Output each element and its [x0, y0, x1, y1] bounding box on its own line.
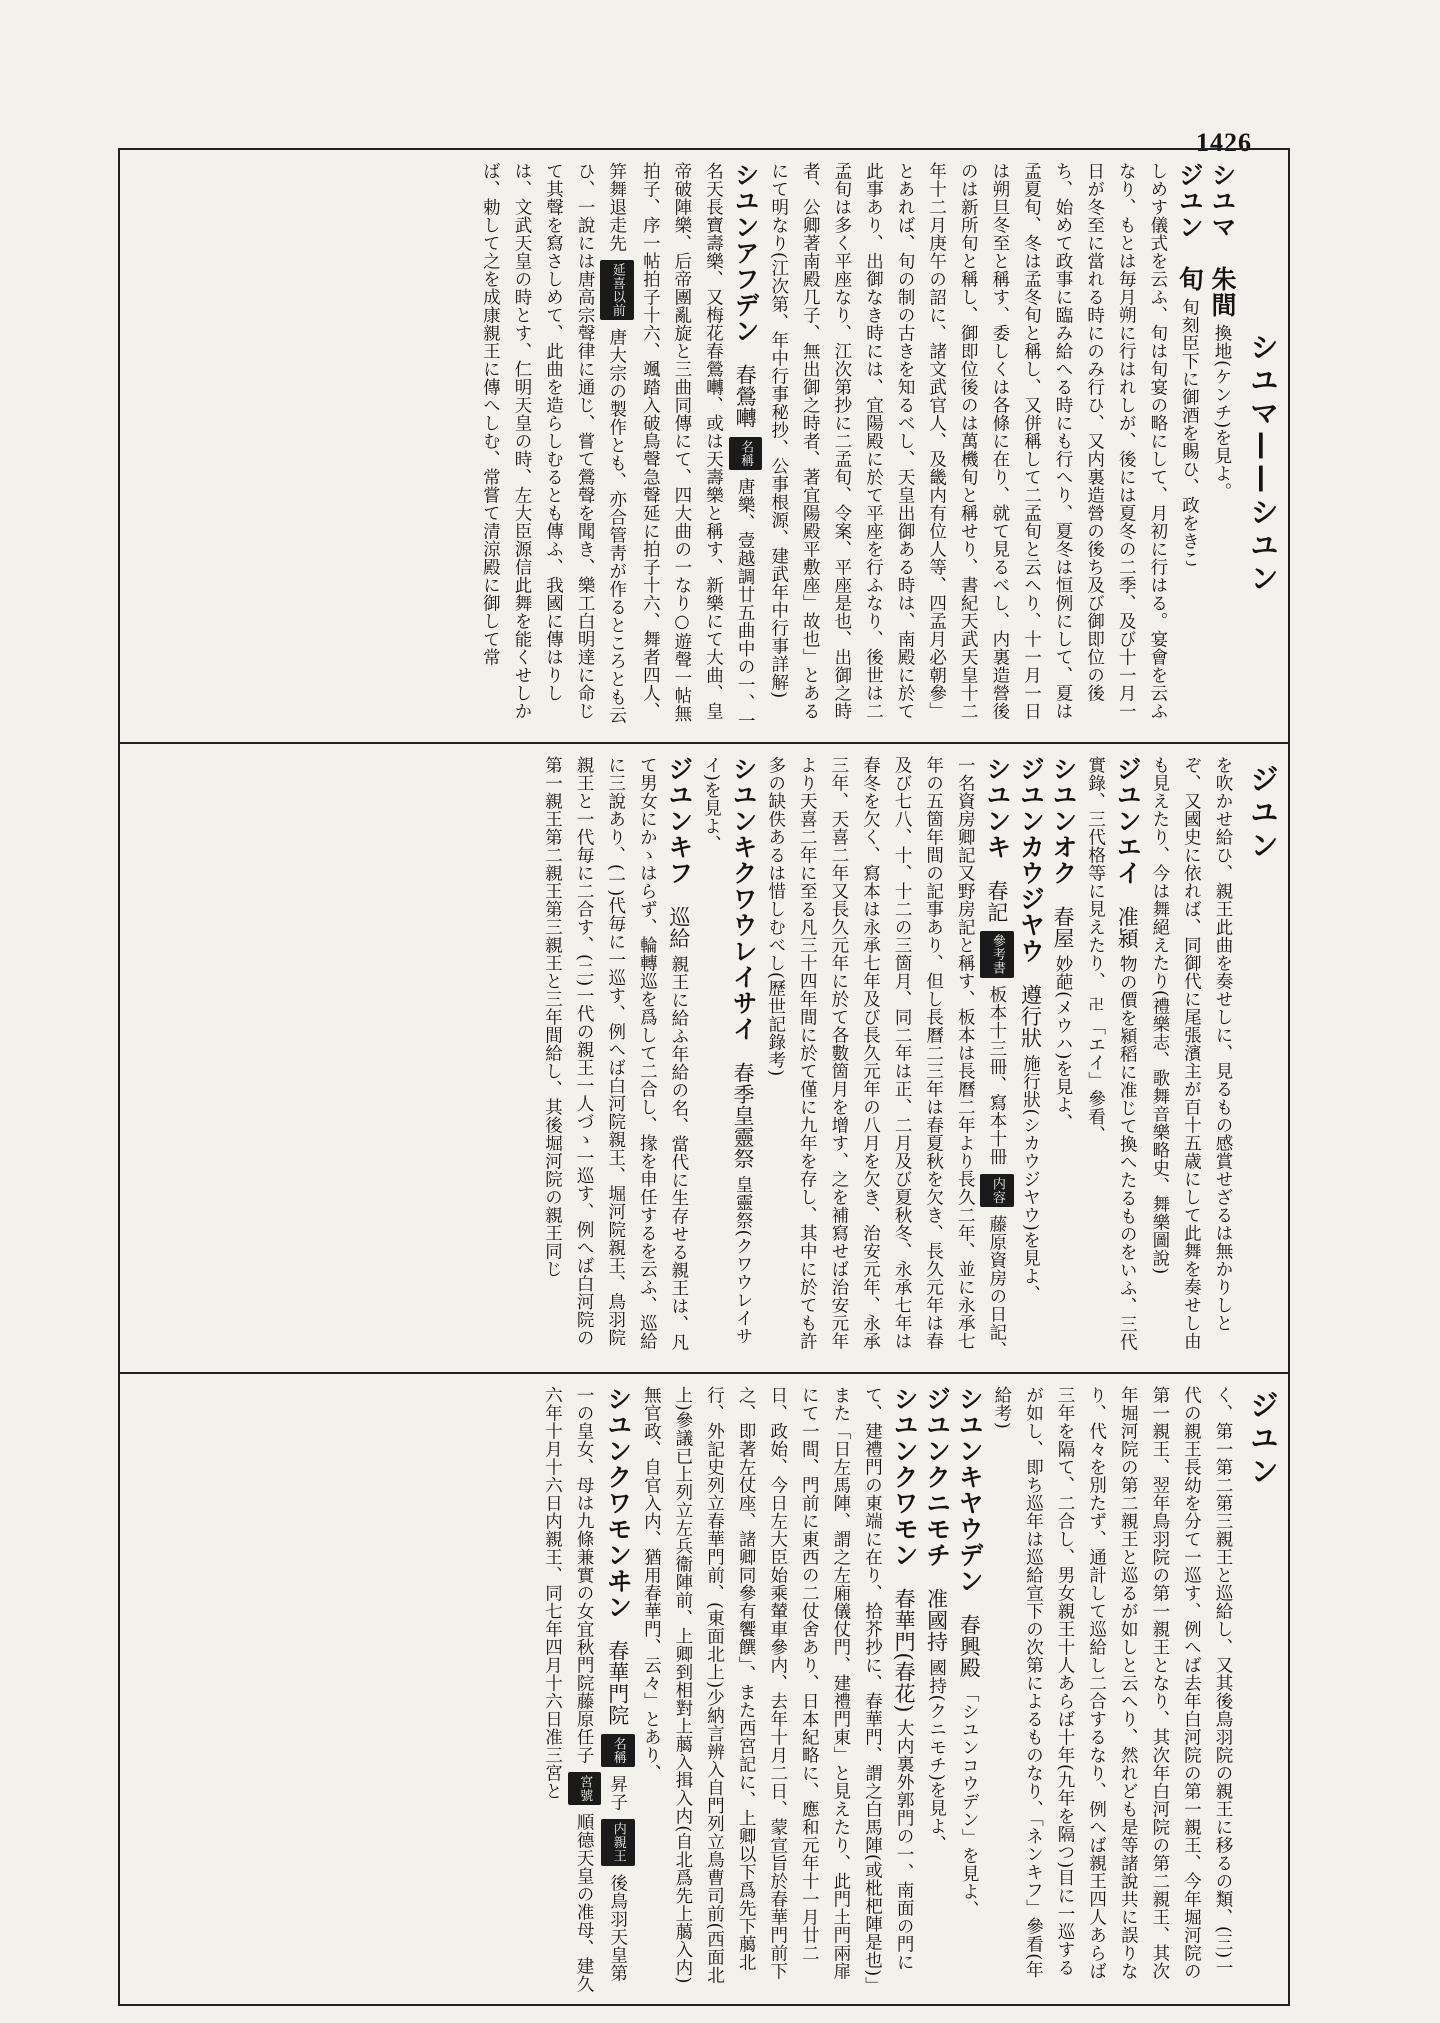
- entry-shunkwamonin-text3: 順德天皇の准母、建久六年十月十六日内親王、同七年四月十六日准三宮と: [542, 1386, 595, 1994]
- band-bottom: [118, 1372, 1290, 2004]
- entry-jun-sub: 旬刻臣下に御酒を賜ひ、政をきこ: [1179, 298, 1200, 569]
- headword-shunkikoureisai: シユンキクワウレイサイ: [729, 756, 759, 1042]
- entry-shuma: [1205, 162, 1238, 730]
- kanji-shunkikoureisai: 春季皇靈祭: [731, 1062, 756, 1170]
- band-top-text: [128, 162, 1238, 730]
- entry-shunkwamonin-text2: 後鳥羽天皇第一の皇女、母は九條兼實の女宜秋門院藤原任子: [574, 1386, 628, 1982]
- entry-shunkyouden-text: 「シユンコウデン」を見よ、: [959, 1684, 980, 1919]
- kanji-junei: 准潁: [1115, 906, 1140, 950]
- entry-shunafuden: [474, 162, 762, 730]
- band-middle: [118, 742, 1290, 1370]
- entry-shunkwamonin-text: 昇子: [607, 1775, 628, 1812]
- continuation-shunafuden: を吹かせ給ひ、親王此曲を奏せしに、見るもの感賞せざるは無かりしとぞ、又國史に依れば、同御代に尾張濱主が百十五歳にして此舞を奏せし由も見えたり、今は舞絕えたり(禮樂志、歌舞音樂略史、舞樂圖說): [1149, 756, 1233, 1350]
- entry-shunki: [759, 756, 1014, 1360]
- entry-junkoujou-text: 施行狀(シカウジヤウ)を見よ、: [1020, 1054, 1041, 1304]
- band-middle-text: [128, 756, 1238, 1360]
- entry-junei-text: 物の價を潁稻に准じて換へたるものをいふ、三代實錄、三代格等に見えたり、: [1085, 756, 1138, 1352]
- kanji-shunkwamonin: 春華門院: [605, 1640, 630, 1727]
- entry-junkifu: [536, 756, 695, 1360]
- headword-shunoku: シユンオク: [1049, 756, 1079, 886]
- badge-naishinnou: 内親王: [601, 1819, 635, 1866]
- entry-shunkwamon-text: 大内裏外郭門の一、南面の門にて、建禮門の東端に在り、拾芥抄に、春華門、謂之白馬陣(或枇杷陣是也)」また「日左馬陣、謂之左廂儀仗門、建禮門東」と見えたり、此門土門兩扉にて一間、門前に東西の二仗舍あり、日本紀略に、應和元年十一月廿二日、政始、今日左大臣始乘輦車參内、去年十月二日、蒙宣旨於春華門前下之、即著左仗座、諸卿同參有饗饌」、また西宮記に、上卿以下爲先下﨟北行、外記史列立春華門前、(東面北上)少納言辨入自門列立鳥曹司前(西面北上)參議已上列立左兵衞陣前、上卿到相對上﨟入揖入内(自北爲先上﨟入内)無官政、自官入内、猶用春華門、云々」とあり、: [641, 1386, 915, 1986]
- kanji-shunafuden: 春鶯囀: [733, 364, 758, 429]
- running-head-middle: ジユン: [1246, 764, 1280, 863]
- running-head-top: シユマ——シユン: [1246, 332, 1280, 596]
- entry-shunafuden-text1: 唐樂、壹越調廿五曲中の一、一名天長寶壽樂、又梅花春鶯囀、或は天壽樂と稱す、新樂にて大曲、皇帝破陣樂、后帝團亂旋と三曲同傳にて、四大曲の一なり○遊聲一帖無拍子、序一帖拍子十六、颯踏入破鳥聲急聲延に拍子十六、舞者四人、笄舞退走先: [606, 162, 756, 730]
- entry-shunafuden-text2: 唐大宗の製作とも、亦合管靑が作るところとも云ひ、一說には唐高宗聲律に通じ、嘗て鶯聲を聞き、樂工白明達に命じて其聲を寫さしめて、此曲を造らしむるとも傳ふ、我國に傳はりしは、文武天皇の時とす、仁明天皇の時、左大臣源信此舞を能くせしかば、勅して之を成康親王に傳へしむ、常嘗て清涼殿に御して常: [480, 162, 627, 725]
- headword-junei: ジユンエイ: [1113, 756, 1143, 886]
- badge-meisho-2: 名稱: [601, 1734, 635, 1767]
- entry-shunkyouden: [953, 1386, 986, 1994]
- entry-shunoku: [1046, 756, 1079, 1360]
- headword-junkunimochi: ジユンクニモチ: [922, 1386, 952, 1568]
- kanji-shunkwamon: 春華門(春花): [892, 1588, 917, 1713]
- headword-junkifu: ジユンキフ: [664, 756, 694, 886]
- entry-shunkikoureisai-text: 皇靈祭(クワウレイサイ)を見よ、: [701, 756, 754, 1345]
- headword-shunkyouden: シユンキヤウデン: [955, 1386, 985, 1594]
- page-number: 1426: [1196, 128, 1252, 157]
- badge-engi: 延喜以前: [600, 260, 634, 320]
- band-top: [118, 150, 1290, 740]
- headword-jun: ジユン 旬: [1175, 162, 1205, 292]
- continuation-junkifu: く、第一第二第三親王と巡給し、又其後鳥羽院の親王に移るの類、(三)一代の親王長幼を分て一巡す、例へば去年白河院の第一親王、今年堀河院の第一親王、翌年鳥羽院の第一親王となり、其次年白河院の第二親王、其次年堀河院の第二親王と巡るが如しと云へり、然れども是等諸說共に誤りなり、代々を別たず、通計して巡給し二合するなり、例へば親王四人あらば三年を隔て、二合し、男女親王十人あらば十年(九年を隔つ)目に一巡するが如し、即ち巡年は巡給宣下の次第によるものなり、「ネンキフ」參看(年給考): [991, 1386, 1233, 1980]
- entry-junei: [1079, 756, 1143, 1360]
- badge-sankousho: 參考書: [980, 931, 1014, 978]
- entry-junkoujou: [1014, 756, 1047, 1360]
- entry-shunki-text: 板本十三冊、寫本十冊: [986, 985, 1007, 1166]
- kanji-shunoku: 春屋: [1051, 906, 1076, 950]
- kanji-shunki: 春記: [984, 880, 1009, 924]
- headword-shunafuden: シユンアフデン: [731, 162, 761, 344]
- running-head-bottom: ジユン: [1246, 1390, 1280, 1489]
- headword-shunkwamonin: シユンクワモンヰン: [603, 1386, 633, 1620]
- entry-jun: [1173, 162, 1206, 730]
- entry-shunkwamonin: [536, 1386, 635, 1994]
- kanji-shunkyouden: 春興殿: [957, 1614, 982, 1679]
- band-bottom-text: [128, 1386, 1238, 1994]
- entry-shunkikoureisai: [695, 756, 759, 1360]
- entry-junkifu-text: 親王に給ふ年給の名、當代に生存せる親王は、凡て男女にかゝはらず、輪轉巡を爲して二合し、掾を申任するを云ふ、巡給に三說あり、(一)代毎に一巡す、例へば白河院親王、堀河院親王、鳥羽院親王と一代毎に二合す、(二)一代の親王一人づゝ一巡す、例へば白河院の第一親王第二親王第三親王と三年間給し、其後堀河院の親王同じ: [542, 756, 689, 1352]
- entry-shunki-text2: 藤原資房の日記、一名資房卿記又野房記と稱す、板本は長曆二年より長久二年、並に永承七年の五箇年間の記事あり、但し長曆二三年は春夏秋を欠き、長久元年は春及び七八、十、十二の三箇月、同二年は正、二月及び夏秋冬、永承七年は春冬を欠く、寫本は永承七年及び長久元年の八月を欠き、治安元年、永承三年、天喜二年又長久元年に於て各數箇月を增す、之を補寫せば治安元年より天喜二年に至る凡三十四年間に於て僅に九年を存し、其中に於ても許多の缺佚あるは惜しむべし(歷世記錄考): [765, 756, 1007, 1359]
- headword-shunkwamon: シユンクワモン: [890, 1386, 920, 1568]
- headword-shuma: シユマ 朱間: [1208, 162, 1237, 318]
- manji-mark-icon: 卍: [1086, 996, 1105, 1012]
- entry-shuma-text: 換地(ケンチ)を見よ。: [1212, 324, 1232, 501]
- entry-shunkwamon: [635, 1386, 920, 1994]
- entry-junkunimochi: [920, 1386, 953, 1994]
- entry-junei-text2: 「エイ」參看、: [1085, 1017, 1106, 1144]
- entry-shunoku-text: 妙葩(メウハ)を見よ、: [1053, 955, 1074, 1132]
- kanji-junkifu: 巡給: [666, 906, 691, 950]
- kanji-junkoujou: 遵行狀: [1018, 984, 1043, 1049]
- entry-junkunimochi-text: 國持(クニモチ)を見よ、: [926, 1658, 947, 1854]
- badge-meisho: 名稱: [729, 437, 763, 470]
- badge-kyugou: 宮號: [568, 1772, 602, 1805]
- headword-junkoujou: ジユンカウジヤウ: [1016, 756, 1046, 964]
- entry-jun-text: しめす儀式を云ふ、旬は旬宴の略にして、月初に行はる。宴會を云ふなり、もとは毎月朔に行はれしが、後には夏冬の二季、及び十一月一日が冬至に當れる時にのみ行ひ、又内裏造營の後ち及び御即位の後ち、始めて政事に臨み給へる時にも行へり、夏冬は恒例にして、夏は孟夏旬、冬は孟冬旬と稱し、又併稱して二孟旬と云へり、十一月一日は朔旦冬至と稱す、委しくは各條に在り、就て見るべし、内裏造營後のは新所旬と稱し、御即位後のは萬機旬と稱せり、書紀天武天皇十二年十二月庚午の詔に、諸文武官人、及畿内有位人等、四孟月必朝參」とあれば、旬の制の古きを知るべし、天皇出御ある時は、南殿に於て此事あり、出御なき時には、宜陽殿に於て平座を行ふなり、後世は二孟旬は多く平座なり、江次第抄に二孟旬、令案、平座是也、出御之時者、公卿著南殿几子、無出御之時者、著宜陽殿平敷座」故也」とあるにて明なり(江次第、年中行事秘抄、公事根源、建武年中行事詳解): [768, 162, 1168, 720]
- headword-shunki: シユンキ: [982, 756, 1012, 860]
- kanji-junkunimochi: 准國持: [924, 1588, 949, 1653]
- badge-naiyou: 内容: [980, 1174, 1014, 1207]
